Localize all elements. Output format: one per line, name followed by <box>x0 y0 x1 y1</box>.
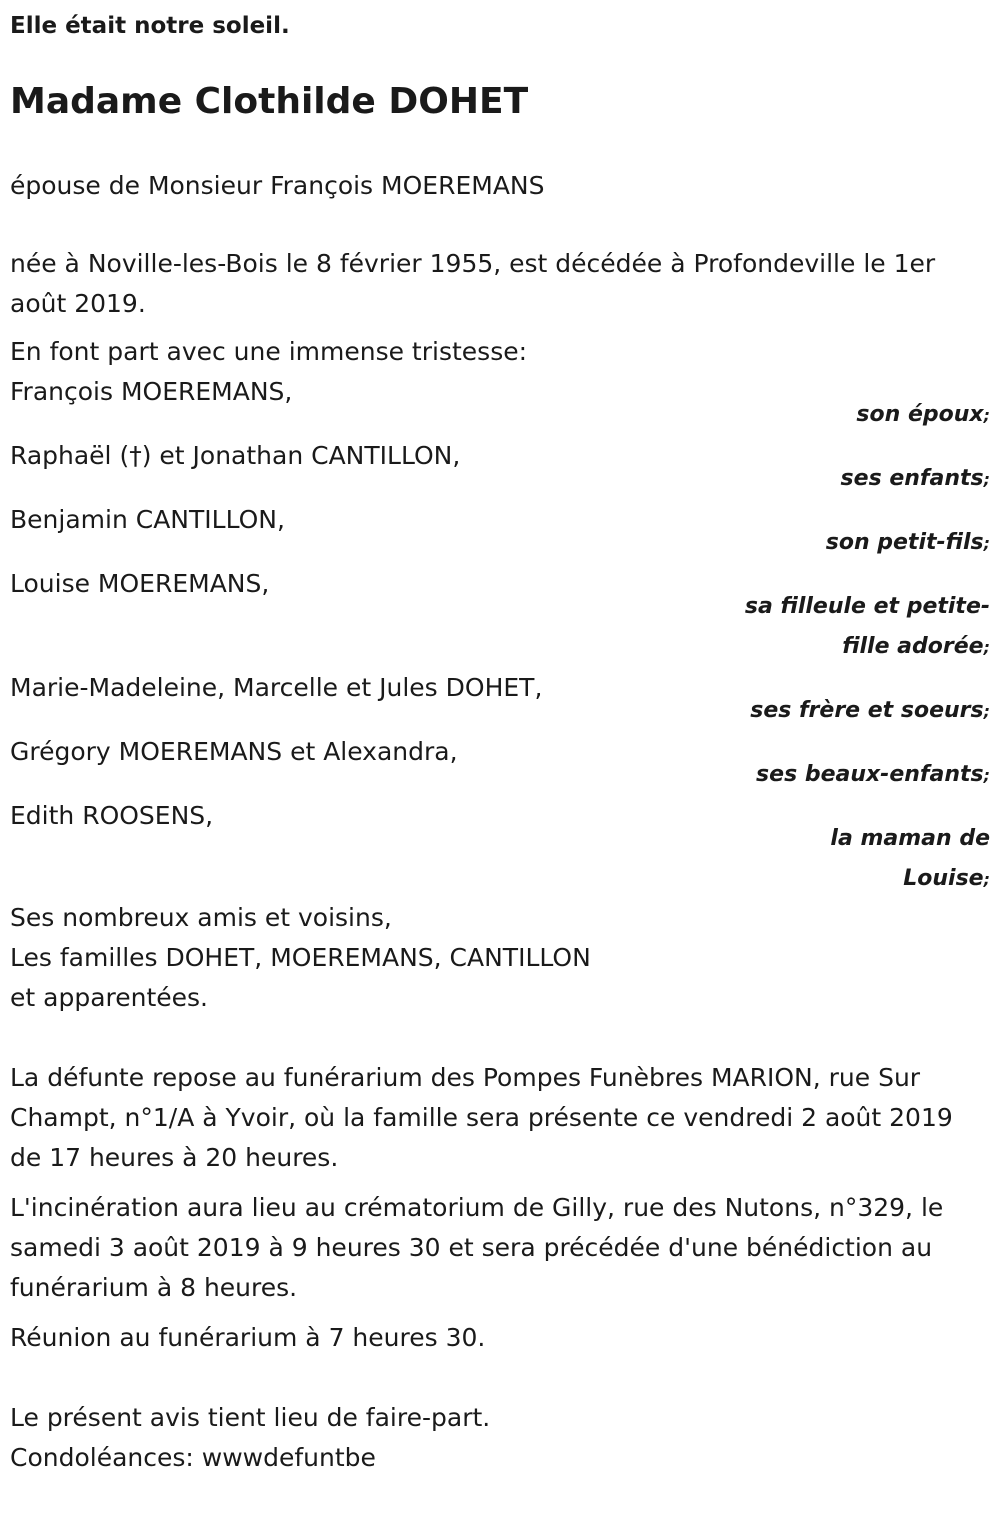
role-text: ses frère et soeurs <box>750 698 984 723</box>
family-member-name: Benjamin CANTILLON, <box>10 505 285 534</box>
epigraph: Elle était notre soleil. <box>10 13 290 39</box>
role-text: ses enfants <box>840 466 984 491</box>
deceased-name-title: Madame Clothilde DOHET <box>10 81 529 122</box>
family-member-name: Marie-Madeleine, Marcelle et Jules DOHET, <box>10 673 543 702</box>
role-separator: ; <box>983 702 990 721</box>
family-row <box>10 564 990 668</box>
family-member-role <box>740 564 990 668</box>
role-separator: ; <box>983 470 990 489</box>
family-row <box>10 500 990 564</box>
family-member-name: Edith ROOSENS, <box>10 801 214 830</box>
family-row <box>10 796 990 900</box>
birth-death-line: née à Noville-les-Bois le 8 février 1955, est décédée à Profondeville le 1er août 2019. <box>10 249 936 318</box>
notice-line: Le présent avis tient lieu de faire-part. <box>10 1403 491 1432</box>
announce-intro: En font part avec une immense tristesse: <box>10 337 528 366</box>
family-row <box>10 436 990 500</box>
family-row <box>10 372 990 436</box>
role-text: son petit-fils <box>825 530 984 555</box>
condolences-line: Condoléances: wwwdefuntbe <box>10 1443 376 1472</box>
role-separator: ; <box>983 534 990 553</box>
role-separator: ; <box>983 870 990 889</box>
family-member-name: Louise MOEREMANS, <box>10 569 270 598</box>
visitation-info: La défunte repose au funérarium des Pompes Funèbres MARION, rue Sur Champt, n°1/A à Yvoir, où la famille sera présente ce vendredi 2 août 2019 de 17 heures à 20 heures. <box>10 1063 953 1172</box>
friends-block <box>10 898 990 1018</box>
role-text: la maman de Louise <box>830 826 990 891</box>
family-member-role <box>740 372 990 436</box>
family-member-name: Raphaël (†) et Jonathan CANTILLON, <box>10 441 461 470</box>
family-member-name: Grégory MOEREMANS et Alexandra, <box>10 737 458 766</box>
relatives-line: et apparentées. <box>10 983 208 1012</box>
family-member-role <box>740 500 990 564</box>
family-member-role <box>740 668 990 732</box>
role-separator: ; <box>983 766 990 785</box>
role-text: sa filleule et petite-fille adorée <box>744 594 990 659</box>
family-list <box>10 372 990 900</box>
role-separator: ; <box>983 406 990 425</box>
family-member-name: François MOEREMANS, <box>10 377 293 406</box>
spouse-line: épouse de Monsieur François MOEREMANS <box>10 171 545 200</box>
friends-line: Ses nombreux amis et voisins, <box>10 903 392 932</box>
role-text: ses beaux-enfants <box>756 762 984 787</box>
role-separator: ; <box>983 638 990 657</box>
family-row <box>10 668 990 732</box>
family-member-role <box>740 732 990 796</box>
family-row <box>10 732 990 796</box>
family-member-role <box>740 796 990 900</box>
cremation-info: L'incinération aura lieu au crématorium de Gilly, rue des Nutons, n°329, le samedi 3 août 2019 à 9 heures 30 et sera précédée d'une bénédiction au funérarium à 8 heures. <box>10 1193 944 1302</box>
role-text: son époux <box>856 402 984 427</box>
meeting-info: Réunion au funérarium à 7 heures 30. <box>10 1323 486 1352</box>
families-line: Les familles DOHET, MOEREMANS, CANTILLON <box>10 943 591 972</box>
family-member-role <box>740 436 990 500</box>
